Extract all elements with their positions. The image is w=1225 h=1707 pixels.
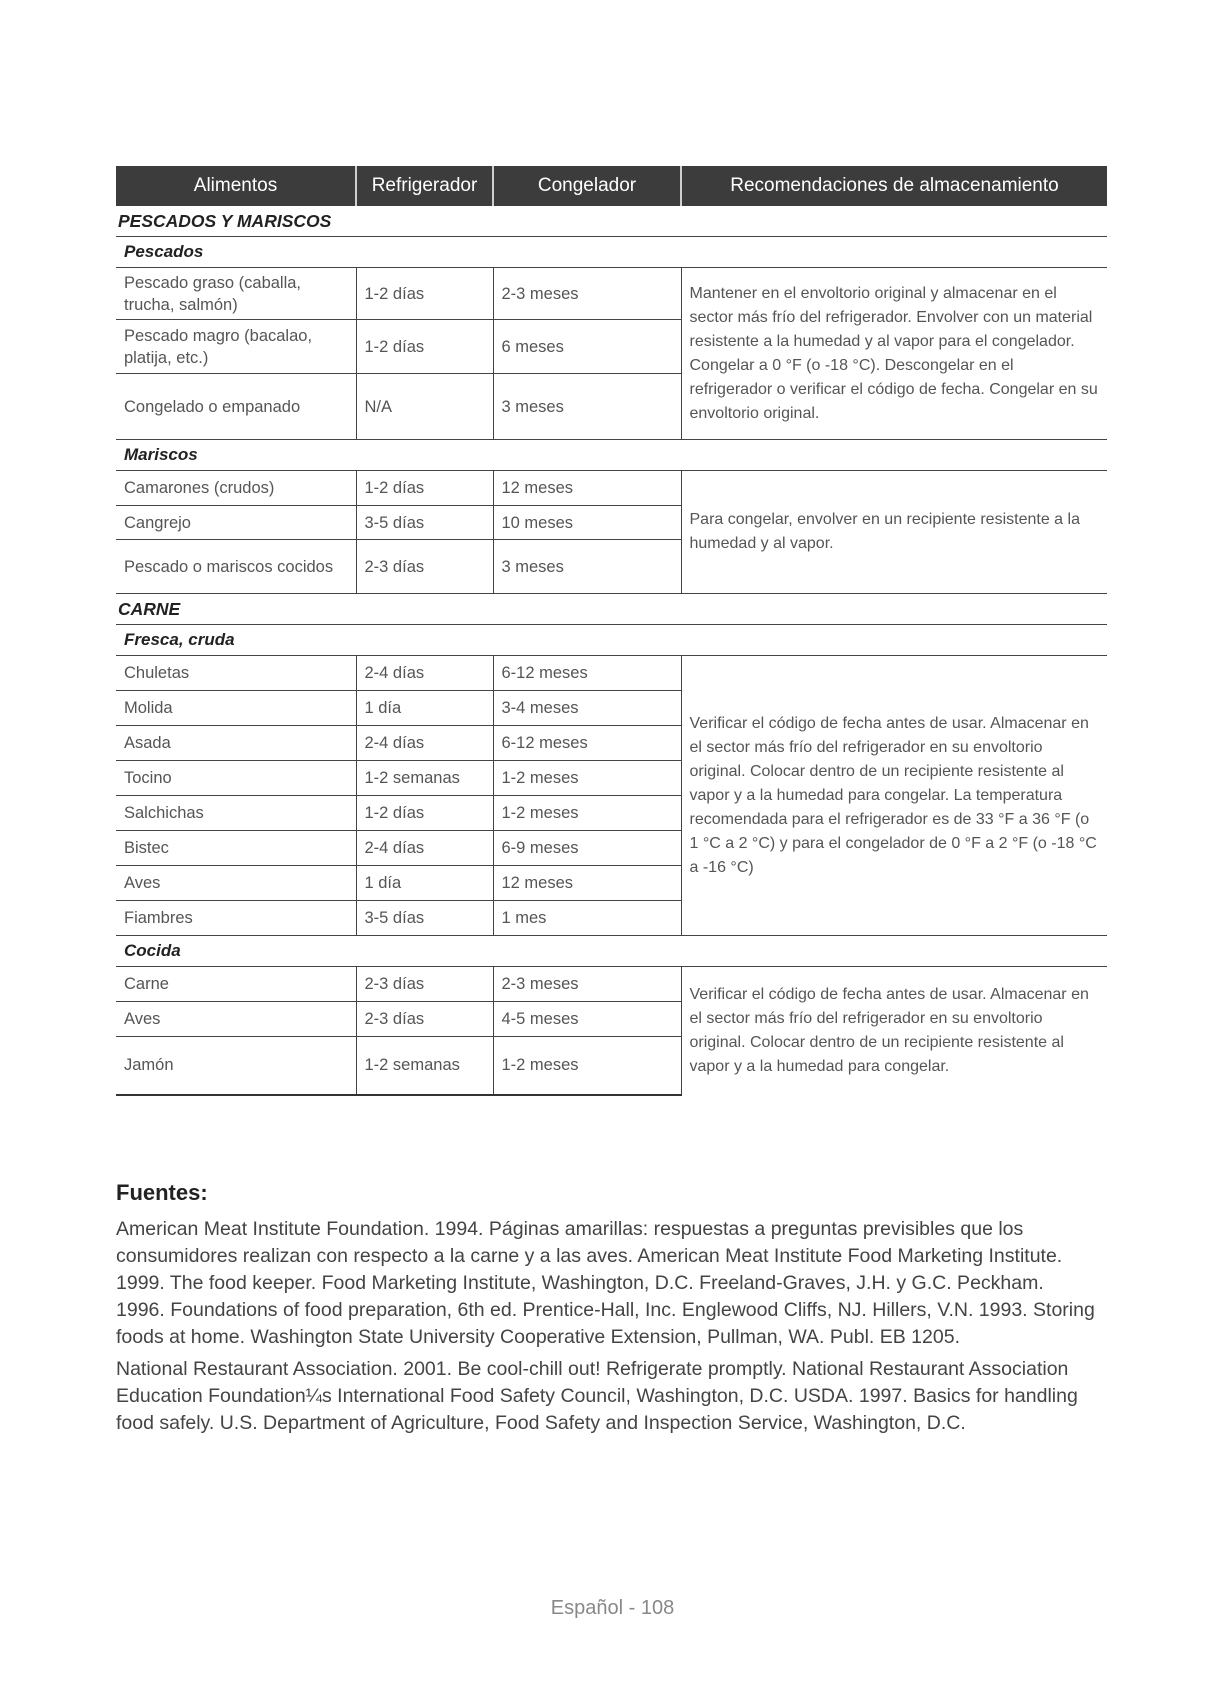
food-cell: Chuletas xyxy=(116,656,356,691)
table-row xyxy=(116,967,1107,1002)
recommendation-cell: Verificar el código de fecha antes de usar. Almacenar en el sector más frío del refrigerador en su envoltorio original. Colocar dentro de un recipiente resistente al vapor y a la humedad para congelar. La temperatura recomendada para el refrigerador es de 33 °F a 36 °F (o 1 °C a 2 °C) y para el congelador de 0 °F a 2 °F (o -18 °C a -16 °C) xyxy=(681,656,1107,936)
table-header-row xyxy=(116,166,1107,206)
food-cell: Bistec xyxy=(116,831,356,866)
food-cell: Aves xyxy=(116,866,356,901)
header-congelador: Congelador xyxy=(493,166,681,206)
food-cell: Pescado o mariscos cocidos xyxy=(116,540,356,594)
freezer-cell: 6-9 meses xyxy=(493,831,681,866)
header-recomendaciones: Recomendaciones de almacenamiento xyxy=(681,166,1107,206)
food-cell: Asada xyxy=(116,726,356,761)
freezer-cell: 3 meses xyxy=(493,374,681,440)
sources-title: Fuentes: xyxy=(116,1180,208,1205)
freezer-cell: 10 meses xyxy=(493,506,681,540)
food-cell: Salchichas xyxy=(116,796,356,831)
freezer-cell: 12 meses xyxy=(493,471,681,506)
subsection-title: Fresca, cruda xyxy=(116,625,1107,656)
food-storage-table xyxy=(116,166,1107,1096)
freezer-cell: 12 meses xyxy=(493,866,681,901)
subsection-row xyxy=(116,625,1107,656)
storage-table-container xyxy=(116,166,1107,1096)
fridge-cell: 1-2 días xyxy=(356,796,493,831)
fridge-cell: 1-2 semanas xyxy=(356,761,493,796)
food-cell: Pescado magro (bacalao, platija, etc.) xyxy=(116,320,356,374)
freezer-cell: 6 meses xyxy=(493,320,681,374)
subsection-row xyxy=(116,440,1107,471)
fridge-cell: 2-4 días xyxy=(356,656,493,691)
food-cell: Fiambres xyxy=(116,901,356,936)
fridge-cell: 2-3 días xyxy=(356,1002,493,1037)
freezer-cell: 2-3 meses xyxy=(493,967,681,1002)
freezer-cell: 1-2 meses xyxy=(493,796,681,831)
table-row xyxy=(116,268,1107,320)
subsection-title: Mariscos xyxy=(116,440,1107,471)
food-cell: Aves xyxy=(116,1002,356,1037)
food-cell: Pescado graso (caballa, trucha, salmón) xyxy=(116,268,356,320)
sources-paragraph: American Meat Institute Foundation. 1994. Páginas amarillas: respuestas a preguntas previsibles que los consumidores realizan con respecto a la carne y a las aves. American Meat Institute Food Marketing Institute. 1999. The food keeper. Food Marketing Institute, Washington, D.C. Freeland-Graves, J.H. y G.C. Peckham. 1996. Foundations of food preparation, 6th ed. Prentice-Hall, Inc. Englewood Cliffs, NJ. Hillers, V.N. 1993. Storing foods at home. Washington State University Cooperative Extension, Pullman, WA. Publ. EB 1205. xyxy=(116,1218,1095,1348)
freezer-cell: 6-12 meses xyxy=(493,726,681,761)
section-row-meat xyxy=(116,594,1107,625)
freezer-cell: 6-12 meses xyxy=(493,656,681,691)
subsection-title: Cocida xyxy=(116,936,1107,967)
subsection-row xyxy=(116,237,1107,268)
food-cell: Jamón xyxy=(116,1037,356,1095)
freezer-cell: 1 mes xyxy=(493,901,681,936)
fridge-cell: 2-4 días xyxy=(356,831,493,866)
freezer-cell: 2-3 meses xyxy=(493,268,681,320)
food-cell: Tocino xyxy=(116,761,356,796)
fridge-cell: 1-2 días xyxy=(356,268,493,320)
fridge-cell: N/A xyxy=(356,374,493,440)
fridge-cell: 2-3 días xyxy=(356,967,493,1002)
table-row xyxy=(116,471,1107,506)
fridge-cell: 3-5 días xyxy=(356,901,493,936)
recommendation-cell: Para congelar, envolver en un recipiente resistente a la humedad y al vapor. xyxy=(681,471,1107,594)
subsection-row xyxy=(116,936,1107,967)
subsection-title: Pescados xyxy=(116,237,1107,268)
fridge-cell: 1-2 semanas xyxy=(356,1037,493,1095)
freezer-cell: 3-4 meses xyxy=(493,691,681,726)
table-row xyxy=(116,656,1107,691)
page-footer: Español - 108 xyxy=(550,1597,675,1619)
food-cell: Molida xyxy=(116,691,356,726)
fridge-cell: 2-4 días xyxy=(356,726,493,761)
freezer-cell: 3 meses xyxy=(493,540,681,594)
fridge-cell: 2-3 días xyxy=(356,540,493,594)
section-row-fish xyxy=(116,206,1107,237)
fridge-cell: 1 día xyxy=(356,691,493,726)
section-title: PESCADOS Y MARISCOS xyxy=(116,206,1107,237)
section-title: CARNE xyxy=(116,594,1107,625)
food-cell: Camarones (crudos) xyxy=(116,471,356,506)
freezer-cell: 1-2 meses xyxy=(493,1037,681,1095)
fridge-cell: 1-2 días xyxy=(356,471,493,506)
freezer-cell: 1-2 meses xyxy=(493,761,681,796)
sources-paragraph: National Restaurant Association. 2001. Be cool-chill out! Refrigerate promptly. National Restaurant Association Education Foundation¼s International Food Safety Council, Washington, D.C. USDA. 1997. Basics for handling food safely. U.S. Department of Agriculture, Food Safety and Inspection Service, Washington, D.C. xyxy=(116,1358,1078,1434)
recommendation-cell: Mantener en el envoltorio original y almacenar en el sector más frío del refrigerador. Envolver con un material resistente a la humedad y al vapor para el congelador. Congelar a 0 °F (o -18 °C). Descongelar en el refrigerador o verificar el código de fecha. Congelar en su envoltorio original. xyxy=(681,268,1107,440)
sources-section xyxy=(116,1180,1096,1442)
recommendation-cell: Verificar el código de fecha antes de usar. Almacenar en el sector más frío del refrigerador en su envoltorio original. Colocar dentro de un recipiente resistente al vapor y a la humedad para congelar. xyxy=(681,967,1107,1095)
header-refrigerador: Refrigerador xyxy=(356,166,493,206)
food-cell: Cangrejo xyxy=(116,506,356,540)
header-alimentos: Alimentos xyxy=(116,166,356,206)
fridge-cell: 3-5 días xyxy=(356,506,493,540)
food-cell: Carne xyxy=(116,967,356,1002)
freezer-cell: 4-5 meses xyxy=(493,1002,681,1037)
food-cell: Congelado o empanado xyxy=(116,374,356,440)
fridge-cell: 1 día xyxy=(356,866,493,901)
fridge-cell: 1-2 días xyxy=(356,320,493,374)
